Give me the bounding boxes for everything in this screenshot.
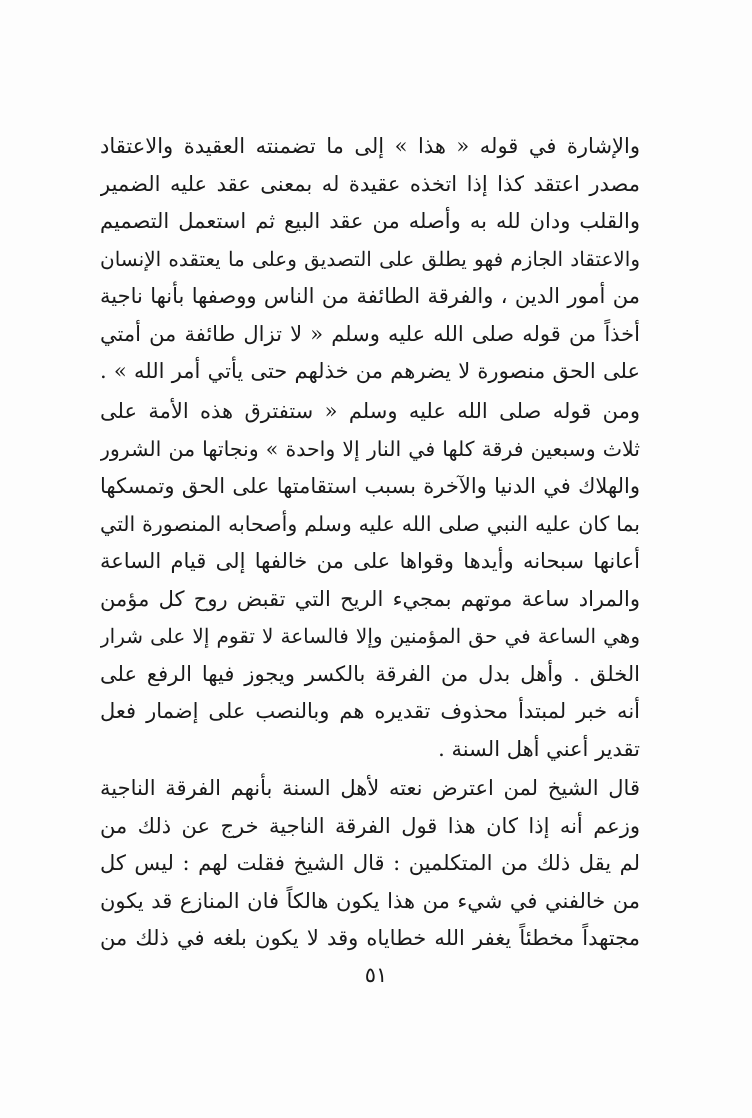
paragraph-1 [100, 128, 640, 391]
text-line: والإشارة في قوله « هذا » إلى ما تضمنته العقيدة والاعتقاد [100, 134, 640, 158]
page-number: ٥١ [364, 963, 388, 987]
text-line: مجتهداً مخطئاً يغفر الله خطاياه وقد لا يكون بلغه في ذلك من [100, 926, 640, 950]
text-line: أخذاً من قوله صلى الله عليه وسلم « لا تزال طائفة من أمتي [100, 321, 640, 346]
text-line: ثلاث وسبعين فرقة كلها في النار إلا واحدة » ونجاتها من الشرور [100, 436, 640, 461]
paragraph-3 [100, 770, 640, 958]
text-line: والهلاك في الدنيا والآخرة بسبب استقامتها على الحق وتمسكها [100, 474, 640, 498]
text-line: والمراد ساعة موتهم بمجيء الريح التي تقبض روح كل مؤمن [100, 586, 640, 611]
paragraph-2 [100, 393, 640, 768]
text-line: وزعم أنه إذا كان هذا قول الفرقة الناجية خرج عن ذلك من [100, 813, 640, 838]
text-line: بما كان عليه النبي صلى الله عليه وسلم وأصحابه المنصورة التي [100, 511, 640, 536]
text-line: تقدير أعني أهل السنة . [438, 736, 640, 761]
text-line: مصدر اعتقد كذا إذا اتخذه عقيدة له بمعنى عقد عليه الضمير [100, 171, 640, 196]
text-line: على الحق منصورة لا يضرهم من خذلهم حتى يأتي أمر الله » . [100, 359, 640, 383]
text-line: لم يقل ذلك من المتكلمين : قال الشيخ فقلت لهم : ليس كل [100, 851, 640, 875]
text-line: والقلب ودان لله به وأصله من عقد البيع ثم استعمل التصميم [100, 209, 640, 233]
text-line: أعانها سبحانه وأيدها وقواها على من خالفها إلى قيام الساعة [100, 549, 640, 573]
text-line: ومن قوله صلى الله عليه وسلم « ستفترق هذه الأمة على [100, 399, 640, 423]
text-line: من خالفني في شيء من هذا يكون هالكاً فان المنازع قد يكون [100, 888, 640, 913]
text-line: والاعتقاد الجازم فهو يطلق على التصديق وعلى ما يعتقده الإنسان [100, 246, 640, 271]
text-line: وهي الساعة في حق المؤمنين وإلا فالساعة لا تقوم إلا على شرار [100, 624, 640, 648]
text-line: من أمور الدين ، والفرقة الطائفة من الناس ووصفها بأنها ناجية [100, 284, 640, 308]
text-line: الخلق . وأهل بدل من الفرقة بالكسر ويجوز فيها الرفع على [100, 661, 640, 686]
text-line: أنه خبر لمبتدأ محذوف تقديره هم وبالنصب على إضمار فعل [100, 699, 640, 723]
text-line: قال الشيخ لمن اعترض نعته لأهل السنة بأنهم الفرقة الناجية [100, 776, 640, 800]
